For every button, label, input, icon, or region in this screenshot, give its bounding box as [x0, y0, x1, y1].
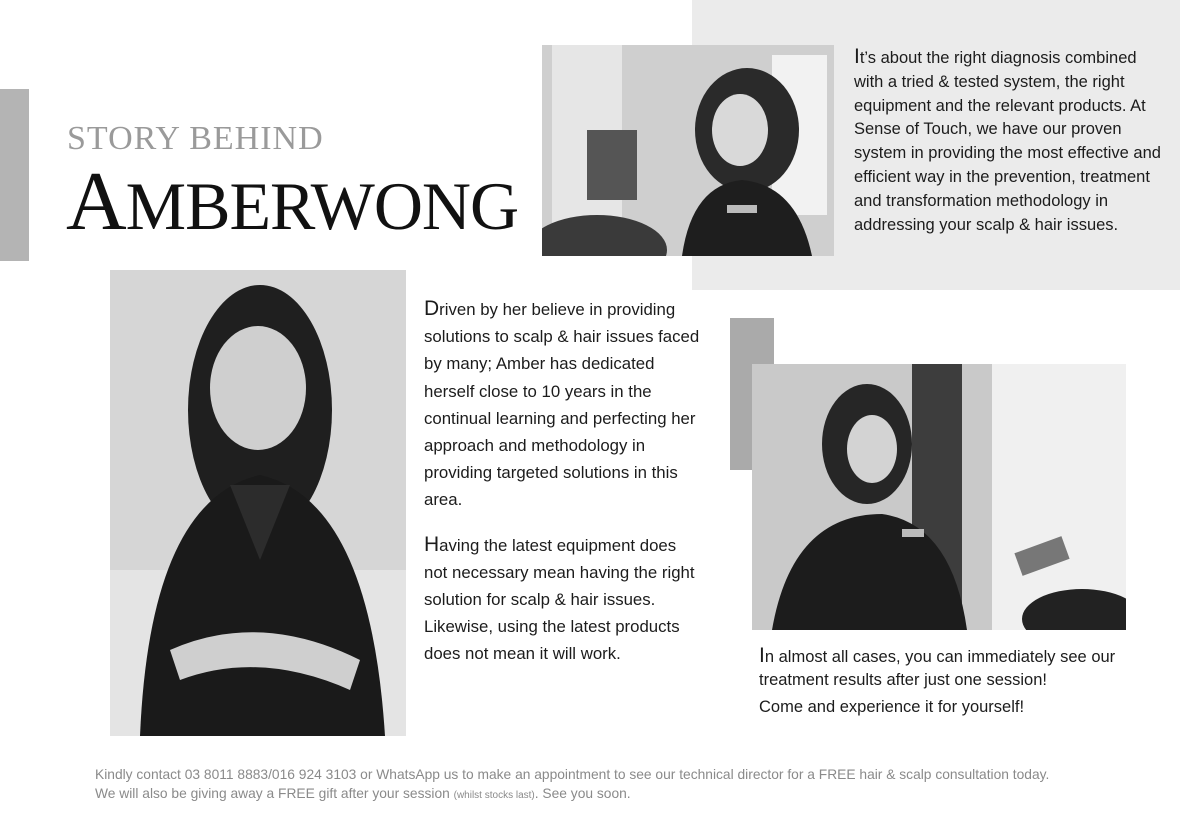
results-text: [759, 645, 1159, 724]
photo-stylist-treatment: [542, 45, 834, 256]
footer-line-2-main: We will also be giving away a FREE gift after your session: [95, 786, 454, 801]
heading-title-rest: MBERWONG: [125, 168, 519, 244]
heading-title: [66, 155, 519, 248]
intro-paragraph: [854, 45, 1164, 237]
results-p1-dropcap: I: [759, 644, 765, 667]
photo-portrait: [110, 270, 406, 736]
results-paragraph-2: Come and experience it for yourself!: [759, 698, 1025, 716]
footer-line-2-end: . See you soon.: [534, 786, 631, 801]
heading-subtitle: STORY BEHIND: [67, 120, 324, 157]
story-p2-body: aving the latest equipment does not necessary mean having the right solution for scalp & hair issues. Likewise, using the latest products does not mean it will work.: [424, 535, 695, 664]
results-paragraph-1: [759, 645, 1159, 691]
intro-dropcap: I: [854, 45, 860, 68]
heading-title-initial: A: [66, 155, 126, 248]
footer-contact: [95, 765, 1155, 805]
story-paragraph-1: [424, 295, 704, 514]
story-p1-dropcap: D: [424, 297, 440, 320]
intro-body: t’s about the right diagnosis combined with a tried & tested system, the right equipment and the relevant products. At Sense of Touch, we have our proven system in providing the most effective and efficient way in the prevention, treatment and transformation methodology in addressing your scalp & hair issues.: [854, 49, 1161, 234]
results-p1-body: n almost all cases, you can immediately see our treatment results after just one session!: [759, 648, 1116, 689]
photo-scalp-analysis: [752, 364, 1126, 630]
accent-bar-left: [0, 89, 29, 261]
story-p2-dropcap: H: [424, 532, 440, 556]
story-text: [424, 295, 704, 685]
footer-line-2: [95, 784, 1155, 805]
story-paragraph-2: [424, 531, 704, 668]
footer-stock-note: (whilst stocks last): [453, 790, 535, 801]
story-p1-body: riven by her believe in providing solutions to scalp & hair issues faced by many; Amber has dedicated herself close to 10 years in the continual learning and perfecting her approach and methodology in providing targeted solutions in this area.: [424, 300, 700, 510]
footer-line-1: Kindly contact 03 8011 8883/016 924 3103 or WhatsApp us to make an appointment to see our technical director for a FREE hair & scalp consultation today.: [95, 767, 1050, 782]
